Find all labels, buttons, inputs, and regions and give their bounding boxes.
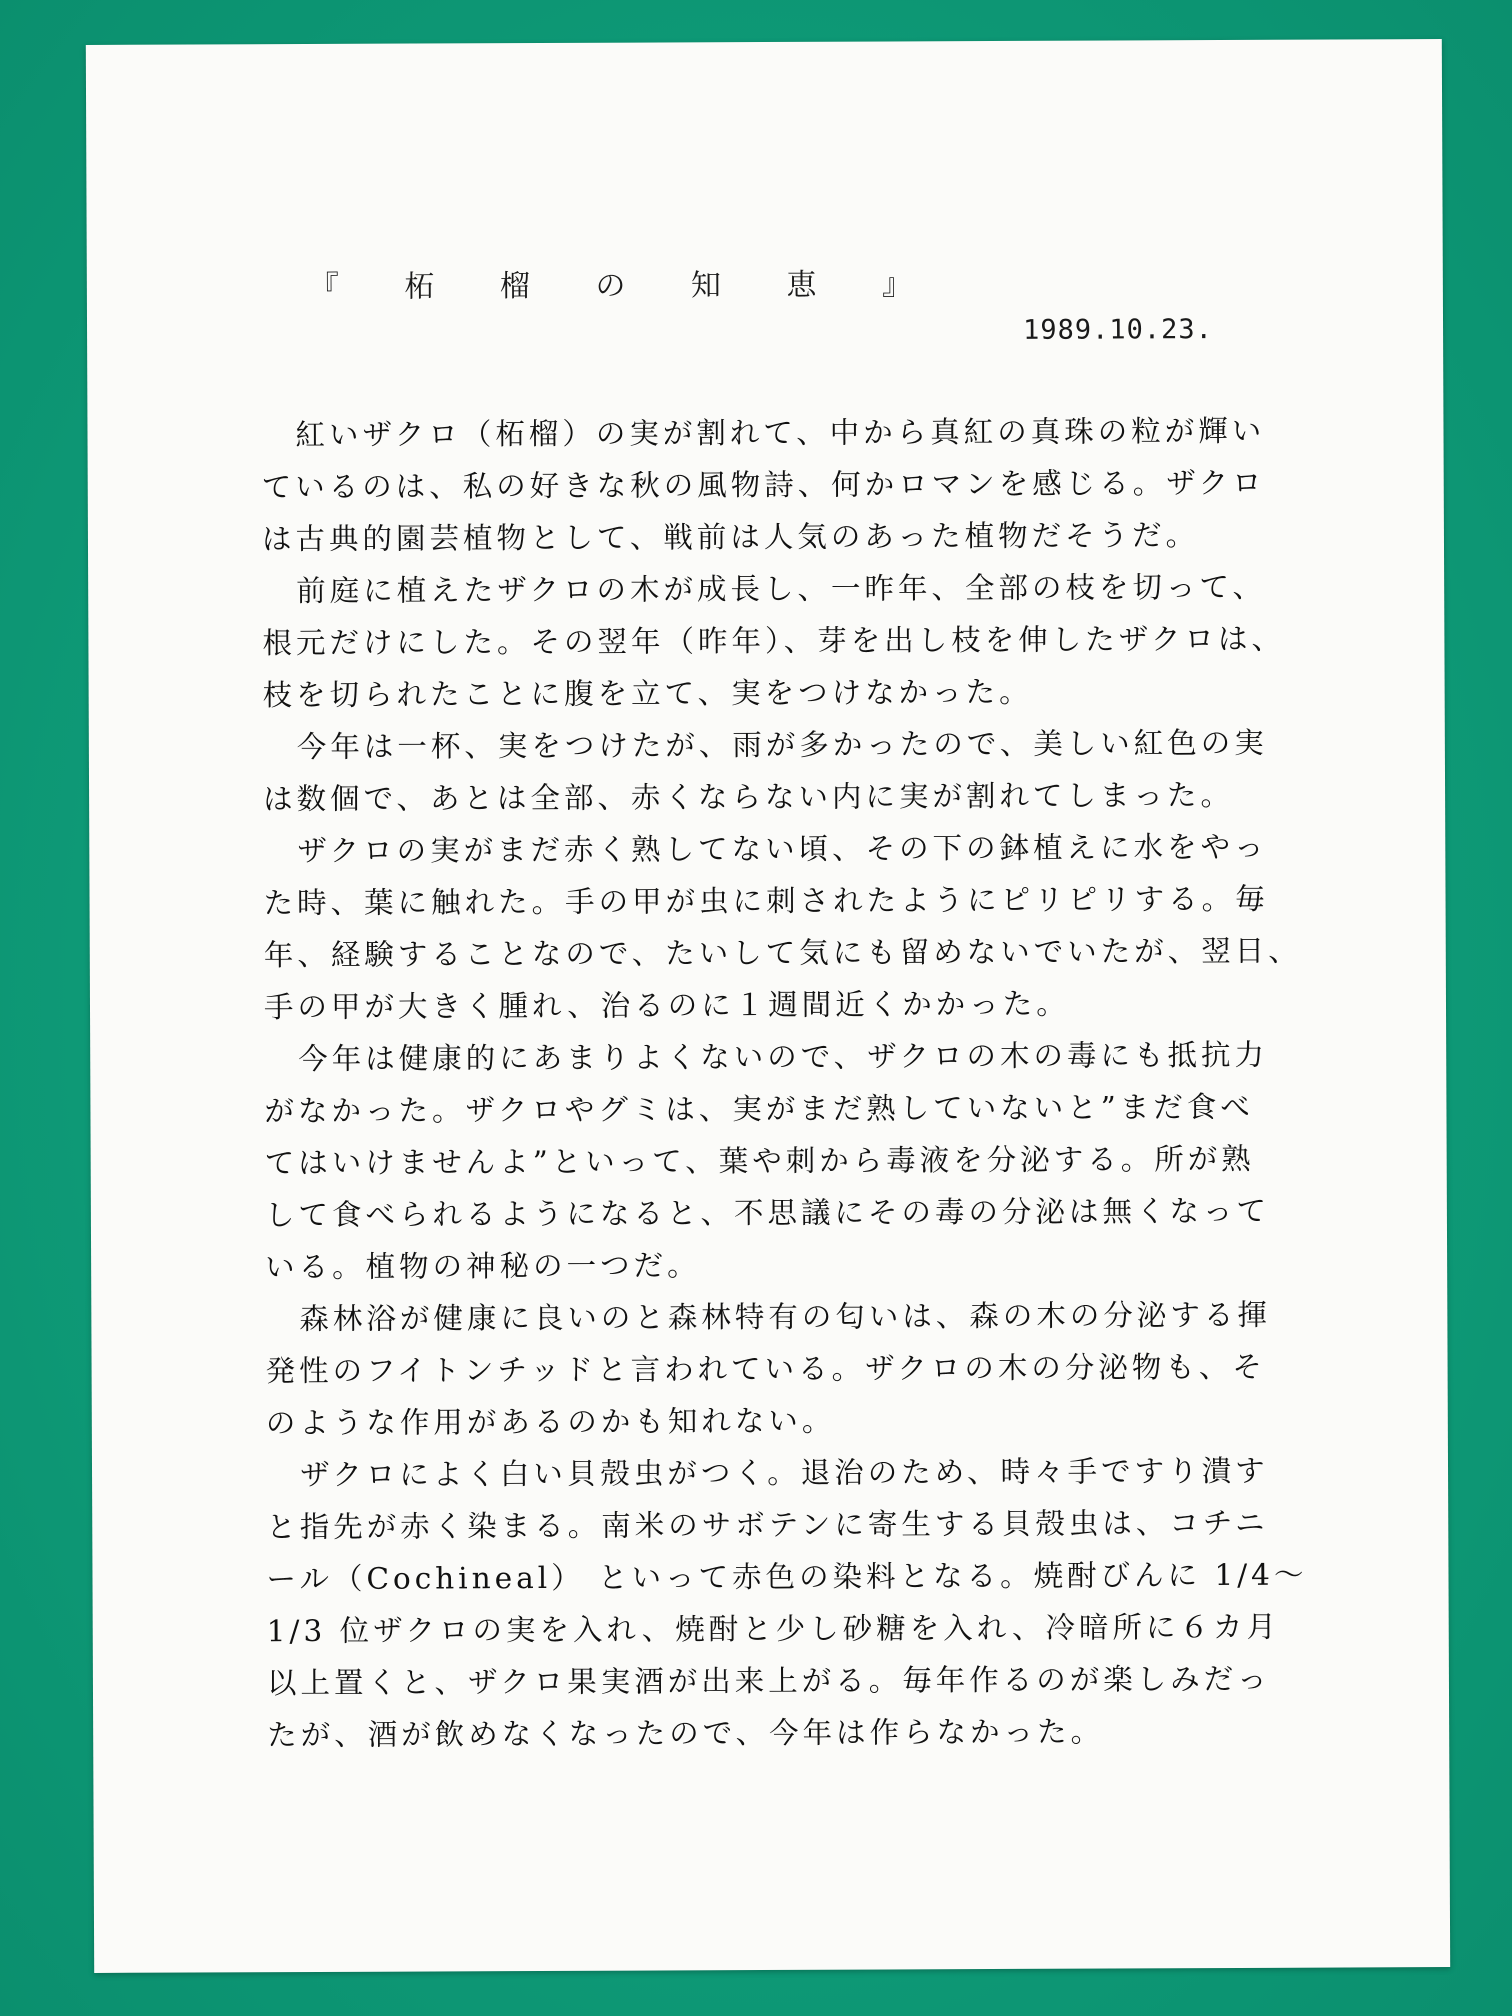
text-line: 以上置くと、ザクロ果実酒が出来上がる。毎年作るのが楽しみだっ (266, 1661, 1271, 1701)
body-text (261, 405, 1308, 1761)
text-line: は古典的園芸植物として、戦前は人気のあった植物だそうだ。 (261, 518, 1200, 557)
text-line: がなかった。ザクロやグミは、実がまだ熟していないと”まだ食べ (264, 1089, 1254, 1129)
text-line: と指先が赤く染まる。南米のサボテンに寄生する貝殻虫は、コチニ (266, 1505, 1269, 1545)
text-line: たが、酒が飲めなくなったので、今年は作らなかった。 (267, 1714, 1105, 1753)
text-line: 年、経験することなので、たいして気にも留めないでいたが、翌日、 (263, 933, 1302, 973)
text-line: 手の甲が大きく腫れ、治るのに１週間近くかかった。 (263, 986, 1070, 1025)
text-line: 前庭に植えたザクロの木が成長し、一昨年、全部の枝を切って、 (296, 569, 1266, 609)
text-line: 今年は健康的にあまりよくないので、ザクロの木の毒にも抵抗力 (298, 1037, 1269, 1077)
text-line: のような作用があるのかも知れない。 (265, 1403, 836, 1441)
text-line: いる。植物の神秘の一つだ。 (265, 1248, 701, 1285)
text-line: 1/3 位ザクロの実を入れ、焼酎と少し砂糖を入れ、冷暗所に６カ月 (266, 1609, 1281, 1649)
text-line: して食べられるようになると、不思議にその毒の分泌は無くなって (264, 1193, 1270, 1233)
text-line: 紅いザクロ（柘榴）の実が割れて、中から真紅の真珠の粒が輝い (295, 413, 1266, 453)
text-line: ール（Cochineal） といって赤色の染料となる。焼酎びんに 1/4～ (266, 1557, 1308, 1597)
document-title: 『 柘 榴 の 知 恵 』 (308, 267, 941, 305)
paper-sheet (86, 39, 1450, 1973)
text-line: 枝を切られたことに腹を立て、実をつけなかった。 (262, 674, 1033, 713)
text-line: 森林浴が健康に良いのと森林特有の匂いは、森の木の分泌する揮 (299, 1297, 1271, 1337)
text-line: ザクロの実がまだ赤く熟してない頃、その下の鉢植えに水をやっ (297, 829, 1268, 869)
text-line: は数個で、あとは全部、赤くならない内に実が割れてしまった。 (263, 777, 1235, 817)
text-line: た時、葉に触れた。手の甲が虫に刺されたようにピリピリする。毎 (263, 881, 1269, 921)
text-line: 発性のフイトンチッドと言われている。ザクロの木の分泌物も、そ (265, 1349, 1266, 1389)
text-line: 今年は一杯、実をつけたが、雨が多かったので、美しい紅色の実 (296, 725, 1268, 765)
text-line: ザクロによく白い貝殻虫がつく。退治のため、時々手ですり潰す (299, 1453, 1269, 1493)
text-line: てはいけませんよ”といって、葉や刺から毒液を分泌する。所が熟 (264, 1141, 1255, 1181)
text-line: ているのは、私の好きな秋の風物詩、何かロマンを感じる。ザクロ (261, 465, 1266, 505)
document-date: 1989.10.23. (1022, 314, 1213, 346)
text-line: 根元だけにした。その翌年（昨年）、芽を出し枝を伸したザクロは、 (262, 621, 1286, 661)
